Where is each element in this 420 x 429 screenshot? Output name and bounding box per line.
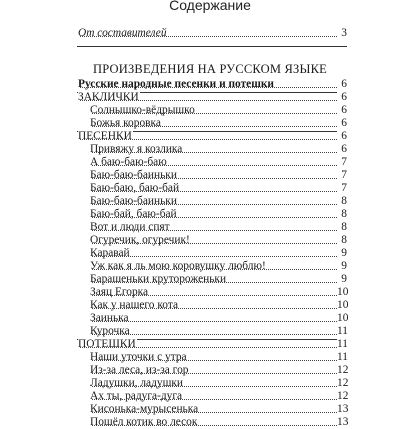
toc-entry-title: Уж как я ль мою коровушку люблю! — [90, 260, 266, 272]
toc-entry — [0, 403, 420, 416]
dot-leader — [92, 386, 343, 387]
dot-leader — [80, 347, 343, 348]
toc-entry-page: 7 — [337, 169, 347, 182]
toc-entry — [0, 117, 420, 130]
toc-entry-title: Привяжу я козлика — [90, 143, 183, 155]
toc-entry — [0, 156, 420, 169]
toc-entry-title: Пошёл котик во лесок — [90, 416, 198, 428]
toc-entry — [0, 260, 420, 273]
toc-entry-title: Русские народные песенки и потешки — [78, 78, 274, 90]
toc-entry-title: ЗАКЛИЧКИ — [78, 91, 139, 103]
toc-entry-page: 3 — [337, 27, 347, 40]
toc-entry-page: 6 — [337, 104, 347, 117]
toc-entry-page: 12 — [337, 390, 349, 402]
toc-entry-title: Заяц Егорка — [90, 286, 149, 298]
dot-leader — [92, 204, 343, 205]
toc-entry-title: Заинька — [90, 312, 129, 324]
toc-entry — [0, 78, 420, 91]
toc-entry-page: 6 — [337, 143, 347, 156]
toc-entry-title: Солнышко-вёдрышко — [90, 104, 195, 116]
toc-entry-title: Ах ты, радуга-дуга — [90, 390, 183, 402]
dot-leader — [92, 178, 343, 179]
toc-entry-title: Баю-бай, баю-бай — [90, 208, 177, 220]
toc-entry — [0, 416, 420, 429]
toc-entry-page: 9 — [337, 247, 347, 260]
dot-leader — [92, 334, 343, 335]
toc-entry — [0, 338, 420, 351]
dot-leader — [92, 282, 343, 283]
dot-leader — [92, 230, 343, 231]
toc-entry-page: 12 — [337, 364, 349, 376]
toc-entry — [0, 286, 420, 299]
toc-entry-page: 6 — [337, 78, 347, 91]
toc-entry-title: Каравай — [90, 247, 130, 259]
dot-leader — [92, 425, 343, 426]
toc-entry — [0, 299, 420, 312]
toc-entry-page: 10 — [337, 299, 349, 311]
toc-entry — [0, 377, 420, 390]
toc-entry — [0, 104, 420, 117]
toc-entry-page: 9 — [337, 260, 347, 273]
toc-entry-page: 8 — [337, 234, 347, 247]
toc-entry — [0, 247, 420, 260]
toc-entry — [0, 143, 420, 156]
toc-entry-page: 8 — [337, 221, 347, 234]
toc-entry-title: Ладушки, ладушки — [90, 377, 183, 389]
toc-entry-page: 10 — [337, 312, 349, 324]
dot-leader — [80, 100, 343, 101]
toc-entry-title: Огуречик, огуречик! — [90, 234, 190, 246]
toc-entry — [0, 364, 420, 377]
dot-leader — [80, 87, 343, 88]
dot-leader — [92, 191, 343, 192]
toc-entry — [0, 234, 420, 247]
toc-entry-title: ПОТЕШКИ — [78, 338, 136, 350]
toc-entry-title: Божья коровка — [90, 117, 161, 129]
toc-entry-page: 9 — [337, 273, 347, 286]
toc-entry-page: 13 — [337, 403, 349, 415]
toc-entry-page: 7 — [337, 156, 347, 169]
toc-entry-page: 8 — [337, 195, 347, 208]
toc-entry-page: 10 — [337, 286, 349, 298]
toc-entry-title: Как у нашего кота — [90, 299, 179, 311]
dot-leader — [92, 217, 343, 218]
toc-entry-page: 6 — [337, 91, 347, 104]
running-title: Содержание — [169, 0, 251, 13]
dot-leader — [92, 256, 343, 257]
dot-leader — [92, 152, 343, 153]
toc-entry-page: 11 — [337, 325, 348, 337]
dot-leader — [92, 321, 343, 322]
toc-entry-title: Из-за леса, из-за гор — [90, 364, 189, 376]
toc-entry-page: 7 — [337, 182, 347, 195]
toc-entry-page: 13 — [337, 416, 349, 428]
toc-entry — [0, 208, 420, 221]
toc-entry-title: Наши уточки с утра — [90, 351, 187, 363]
dot-leader — [80, 36, 343, 37]
toc-entry-title: От составителей — [78, 27, 167, 39]
dot-leader — [92, 412, 343, 413]
toc-entry-title: Баю-баю, баю-бай — [90, 182, 180, 194]
toc-entry — [0, 169, 420, 182]
dot-leader — [92, 373, 343, 374]
divider-rule — [77, 46, 347, 47]
toc-entry-page: 11 — [337, 351, 348, 363]
toc-entry — [0, 390, 420, 403]
dot-leader — [92, 269, 343, 270]
toc-entry-title: А баю-баю-баю — [90, 156, 167, 168]
toc-entry-title: Вот и люди спят — [90, 221, 170, 233]
toc-entry-title: Курочка — [90, 325, 130, 337]
toc-entry-title: Кисонька-мурысенька — [90, 403, 199, 415]
toc-entry-title: ПЕСЕНКИ — [78, 130, 132, 142]
toc-entry — [0, 273, 420, 286]
dot-leader — [92, 113, 343, 114]
toc-entry — [0, 325, 420, 338]
toc-entry — [0, 221, 420, 234]
dot-leader — [92, 308, 343, 309]
toc-entry-page: 6 — [337, 130, 347, 143]
toc-entry — [0, 182, 420, 195]
dot-leader — [92, 126, 343, 127]
toc-entry — [0, 91, 420, 104]
section-heading: ПРОИЗВЕДЕНИЯ НА РУССКОМ ЯЗЫКЕ — [92, 62, 327, 76]
dot-leader — [92, 295, 343, 296]
dot-leader — [92, 243, 343, 244]
toc-entry — [0, 195, 420, 208]
toc-entry — [0, 351, 420, 364]
toc-entry-title: Барашеньки крутороженьки — [90, 273, 227, 285]
toc-entry-title: Баю-баю-баиньки — [90, 195, 177, 207]
dot-leader — [80, 139, 343, 140]
toc-entry-title: Баю-баю-баиньки — [90, 169, 177, 181]
toc-entry — [0, 27, 420, 40]
toc-entry-page: 11 — [337, 338, 348, 350]
toc-entry-page: 8 — [337, 208, 347, 221]
toc-entry-page: 12 — [337, 377, 349, 389]
dot-leader — [92, 399, 343, 400]
toc-entry-page: 6 — [337, 117, 347, 130]
dot-leader — [92, 360, 343, 361]
toc-entry — [0, 312, 420, 325]
dot-leader — [92, 165, 343, 166]
toc-entry — [0, 130, 420, 143]
